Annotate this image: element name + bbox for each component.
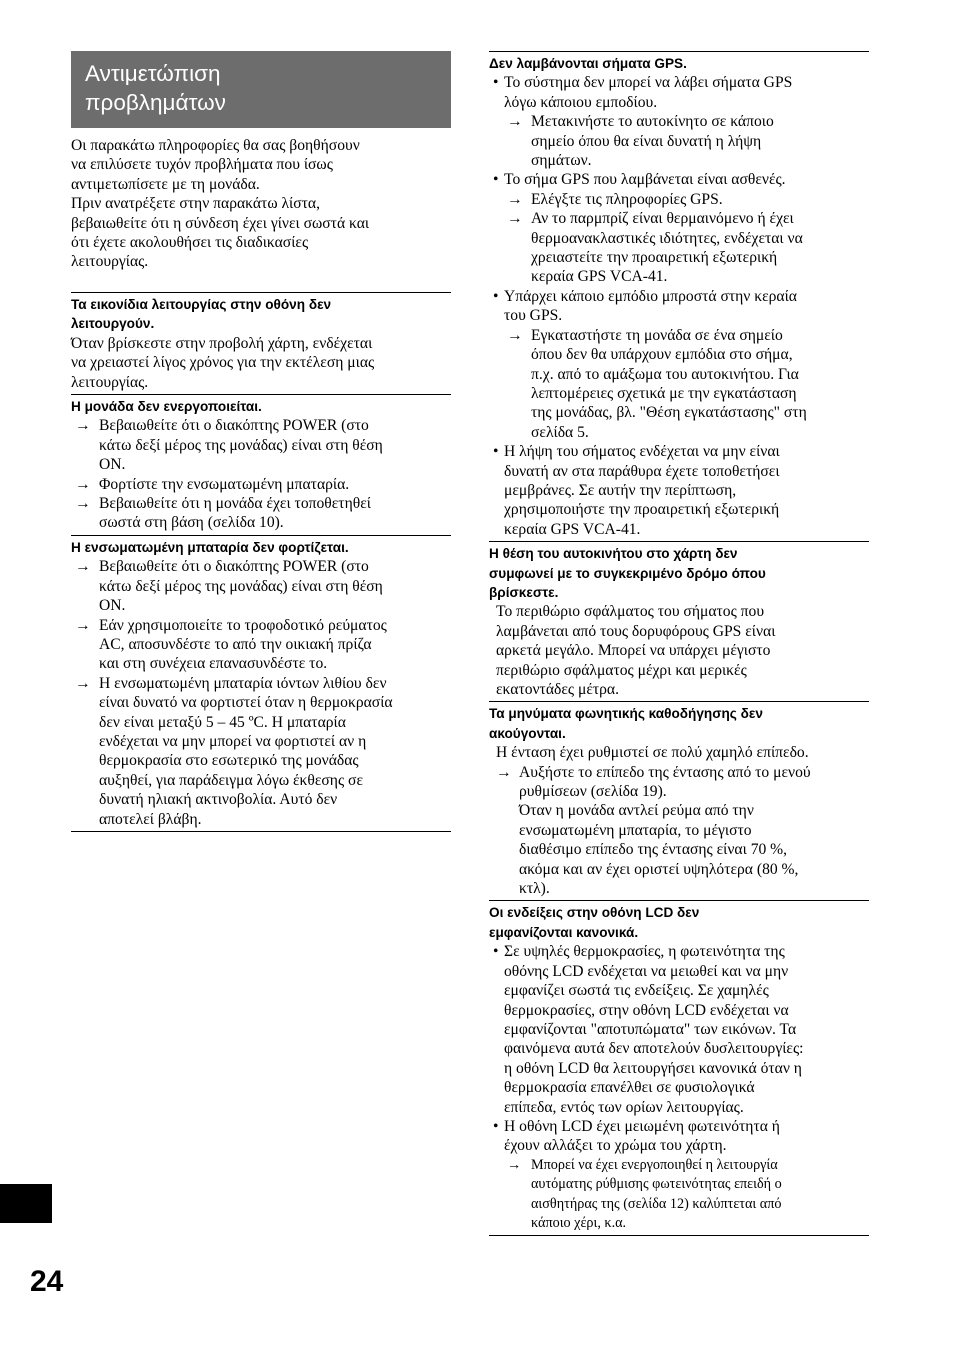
remedy-line: κεραία GPS VCA-41. [531,268,668,286]
remedy-line: και στη συνέχεια επανασυνδέστε το. [99,655,328,673]
cause-item [489,287,869,326]
section-heading: Η ενσωματωμένη μπαταρία δεν φορτίζεται. [71,539,349,555]
remedy-line: σημάτων. [531,152,592,170]
bullet-icon: • [493,1117,499,1135]
remedy-line: της μονάδας, βλ. "Θέση εγκατάστασης" στη [531,404,807,422]
remedy-line: ON. [99,597,126,615]
remedy-item [489,1156,869,1234]
cause-line: του GPS. [504,307,563,325]
arrow-icon: → [507,1156,522,1173]
remedy-item [71,475,451,494]
cause-line: εμφανίζει σωστά τις ενδείξεις. Σε χαμηλές [504,982,769,1000]
remedy-line: Βεβαιωθείτε ότι η μονάδα έχει τοποθετηθεί [99,495,371,513]
remedy-line: Αν το παρμπρίζ είναι θερμαινόμενο ή έχει [531,210,794,228]
remedy-item [71,616,451,674]
bullet-icon: • [493,443,499,461]
remedy-line: θερμοανακλαστικές ιδιότητες, ενδέχεται να [531,229,803,247]
intro-paragraph [71,136,451,272]
arrow-icon: → [75,417,91,435]
arrow-icon: → [75,616,91,634]
section-title-line2: προβλημάτων [85,90,226,115]
section-title-box [71,51,451,128]
section-title-line1: Αντιμετώπιση [85,61,221,86]
remedy-line: είναι δυνατό να φορτιστεί όταν η θερμοκρασία [99,694,393,712]
trouble-position-section [489,541,869,699]
intro-line: Οι παρακάτω πληροφορίες θα σας βοηθήσουν [71,137,360,154]
remedy-line: λεπτομέρειες σχετικά με την εγκατάσταση [531,384,797,402]
section-heading: Τα μηνύματα φωνητικής καθοδήγησης δεν [489,706,763,722]
cause-line: Το σύστημα δεν μπορεί να λάβει σήματα GPS [504,74,793,92]
section-heading: Οι ενδείξεις στην οθόνη LCD δεν [489,905,700,921]
remedy-line: κάποιο χέρι, κ.α. [531,1214,627,1231]
remedy-note [489,801,869,898]
remedy-line: Βεβαιωθείτε ότι ο διακόπτης POWER (στο [99,417,369,435]
trouble-icons-section [71,292,451,392]
remedy-line: Μπορεί να έχει ενεργοποιηθεί η λειτουργία [531,1156,778,1173]
note-line: ακόμα και αν έχει οριστεί υψηλότερα (80 %, [519,860,799,878]
remedy-line: δεν είναι μεταξύ 5 – 45 ºC. Η μπαταρία [99,713,346,731]
remedy-item [489,763,869,802]
remedy-line: Μετακινήστε το αυτοκίνητο σε κάποιο [531,113,774,131]
remedy-line: Η ενσωματωμένη μπαταρία ιόντων λιθίου δεν [99,674,387,692]
cause-line: Η οθόνη LCD έχει μειωμένη φωτεινότητα ή [504,1117,780,1135]
remedy-line: Φορτίστε την ενσωματωμένη μπαταρία. [99,475,350,493]
remedy-line: Αυξήστε το επίπεδο της έντασης από το μενού [519,763,811,781]
intro-line: Πριν ανατρέξετε στην παρακάτω λίστα, [71,195,320,213]
remedy-line: π.χ. από το αμάξωμα του αυτοκινήτου. Για [531,365,799,383]
section-heading: Τα εικονίδια λειτουργίας στην οθόνη δεν [71,297,332,312]
body-line: να χρειαστεί λίγος χρόνος για την εκτέλεση μιας [71,354,375,372]
remedy-line: Βεβαιωθείτε ότι ο διακόπτης POWER (στο [99,558,369,576]
remedy-line: αισθητήρας της (σελίδα 12) καλύπτεται από [531,1195,782,1212]
bullet-icon: • [493,943,499,961]
cause-line: θερμοκρασία επανέλθει σε φυσιολογικά [504,1079,755,1097]
remedy-item [489,209,869,287]
cause-line: εμφανίζονται "αποτυπώματα" των εικόνων. Τα [504,1020,797,1038]
remedy-line: θερμοκρασία στο εσωτερικό της μονάδας [99,752,359,770]
cause-item [489,170,869,189]
cause-item [489,442,869,539]
remedy-line: Ελέγξτε τις πληροφορίες GPS. [531,190,723,208]
trouble-power-section [71,394,451,533]
chapter-tab-marker [0,1184,52,1223]
intro-line: λειτουργίας. [71,253,149,271]
intro-line: να επιλύσετε τυχόν προβλήματα που ίσως [71,156,333,174]
body-line: λειτουργίας. [71,373,149,391]
arrow-icon: → [75,674,91,692]
cause-line: κεραία GPS VCA-41. [504,520,641,538]
remedy-line: κάτω δεξί μέρος της μονάδας) είναι στη θέση [99,577,383,595]
arrow-icon: → [75,495,91,513]
arrow-icon: → [507,113,523,131]
cause-line: φαινόμενα αυτά δεν αποτελούν δυσλειτουργίες: [504,1040,804,1058]
cause-line: λόγω κάποιου εμποδίου. [504,93,658,111]
remedy-line: χρειαστείτε την προαιρετική εξωτερική [531,249,778,267]
cause-line: οθόνης LCD ενδέχεται να μειωθεί και να μην [504,962,789,980]
trouble-voice-section [489,701,869,898]
remedy-item [489,190,869,209]
body-line: Όταν βρίσκεστε στην προβολή χάρτη, ενδέχεται [71,334,373,352]
remedy-line: αυτόματης ρύθμισης φωτεινότητας επειδή ο [531,1176,782,1193]
cause-line: Η λήψη του σήματος ενδέχεται να μην είναι [504,443,780,461]
remedy-line: ON. [99,456,126,474]
cause-item [489,1117,869,1156]
cause-line: η οθόνη LCD θα λειτουργήσει κανονικά όταν η [504,1059,802,1077]
section-heading: Η μονάδα δεν ενεργοποιείται. [71,399,262,415]
remedy-line: αποτελεί βλάβη. [99,810,202,828]
body-line: Το περιθώριο σφάλματος του σήματος που [496,603,765,621]
cause-line: Σε υψηλές θερμοκρασίες, η φωτεινότητα της [504,943,785,961]
trouble-battery-section [71,535,451,829]
remedy-item [489,112,869,170]
arrow-icon: → [75,475,91,493]
trouble-gps-section [489,51,869,539]
note-line: ενσωματωμένη μπαταρία, το μέγιστο [519,821,752,839]
body-line: περιθώριο σφάλματος μέχρι και μερικές [496,661,747,679]
remedy-line: Εάν χρησιμοποιείτε το τροφοδοτικό ρεύματος [99,616,387,634]
section-heading: συμφωνεί με το συγκεκριμένο δρόμο όπου [489,565,766,581]
remedy-line: ρυθμίσεων (σελίδα 19). [519,783,667,801]
section-heading: Η θέση του αυτοκινήτου στο χάρτη δεν [489,546,738,562]
remedy-line: ενδέχεται να μην μπορεί να φορτιστεί αν η [99,732,367,750]
arrow-icon: → [507,190,523,208]
body-line: Η ένταση έχει ρυθμιστεί σε πολύ χαμηλό επίπεδο. [496,744,809,762]
remedy-line: σημείο όπου θα είναι δυνατή η λήψη [531,132,762,150]
arrow-icon: → [507,326,523,344]
trouble-lcd-section [489,900,869,1233]
remedy-line: AC, αποσυνδέστε το από την οικιακή πρίζα [99,635,372,653]
remedy-item [489,326,869,442]
section-divider [71,831,451,832]
cause-line: έχουν αλλάξει το χρώμα του χάρτη. [504,1137,727,1155]
cause-item [489,73,869,112]
arrow-icon: → [496,763,512,781]
cause-line: Το σήμα GPS που λαμβάνεται είναι ασθενές. [504,171,786,189]
section-heading: βρίσκεστε. [489,584,559,600]
intro-line: βεβαιωθείτε ότι η σύνδεση έχει γίνει σωστά και [71,214,370,232]
bullet-icon: • [493,287,499,305]
cause-item [489,942,869,1117]
remedy-item [71,557,451,615]
section-divider [489,1235,869,1236]
cause-line: δυνατή αν στα παράθυρα έχετε τοποθετήσει [504,462,780,480]
intro-line: αντιμετωπίσετε με τη μονάδα. [71,175,260,193]
cause-line: μεμβράνες. Σε αυτήν την περίπτωση, [504,481,737,499]
remedy-line: όπου δεν θα υπάρχουν εμπόδια στο σήμα, [531,346,793,364]
cause-line: Υπάρχει κάποιο εμπόδιο μπροστά στην κεραία [504,287,797,305]
remedy-line: σωστά στη βάση (σελίδα 10). [99,514,284,532]
section-heading: εμφανίζονται κανονικά. [489,924,639,940]
body-line: αρκετά μεγάλο. Μπορεί να υπάρχει μέγιστο [496,642,771,660]
remedy-line: κάτω δεξί μέρος της μονάδας) είναι στη θέση [99,436,383,454]
remedy-line: σελίδα 5. [531,423,589,441]
cause-line: θερμοκρασίες, στην οθόνη LCD ενδέχεται να [504,1001,789,1019]
cause-line: επίπεδα, εντός των ορίων λειτουργίας. [504,1098,744,1116]
page-number: 24 [30,1265,64,1298]
bullet-icon: • [493,74,499,92]
section-heading: λειτουργούν. [71,316,155,332]
arrow-icon: → [507,210,523,228]
remedy-line: δυνατή ηλιακή ακτινοβολία. Αυτό δεν [99,791,338,809]
remedy-item [71,494,451,533]
note-line: κτλ). [519,880,550,898]
remedy-line: αυξηθεί, για παράδειγμα λόγω έκθεσης σε [99,771,363,789]
note-line: Όταν η μονάδα αντλεί ρεύμα από την [519,802,754,820]
body-line: λαμβάνεται από τους δορυφόρους GPS είναι [496,622,776,640]
bullet-icon: • [493,171,499,189]
remedy-line: Εγκαταστήστε τη μονάδα σε ένα σημείο [531,326,783,344]
section-heading: ακούγονται. [489,725,566,741]
cause-line: χρησιμοποιήστε την προαιρετική εξωτερική [504,501,780,519]
arrow-icon: → [75,558,91,576]
remedy-item [71,416,451,474]
intro-line: ότι έχετε ακολουθήσει τις διαδικασίες [71,234,309,252]
section-heading: Δεν λαμβάνονται σήματα GPS. [489,56,687,71]
body-line: εκατοντάδες μέτρα. [496,681,619,698]
remedy-item [71,674,451,829]
note-line: διαθέσιμο επίπεδο της έντασης είναι 70 %, [519,841,788,859]
